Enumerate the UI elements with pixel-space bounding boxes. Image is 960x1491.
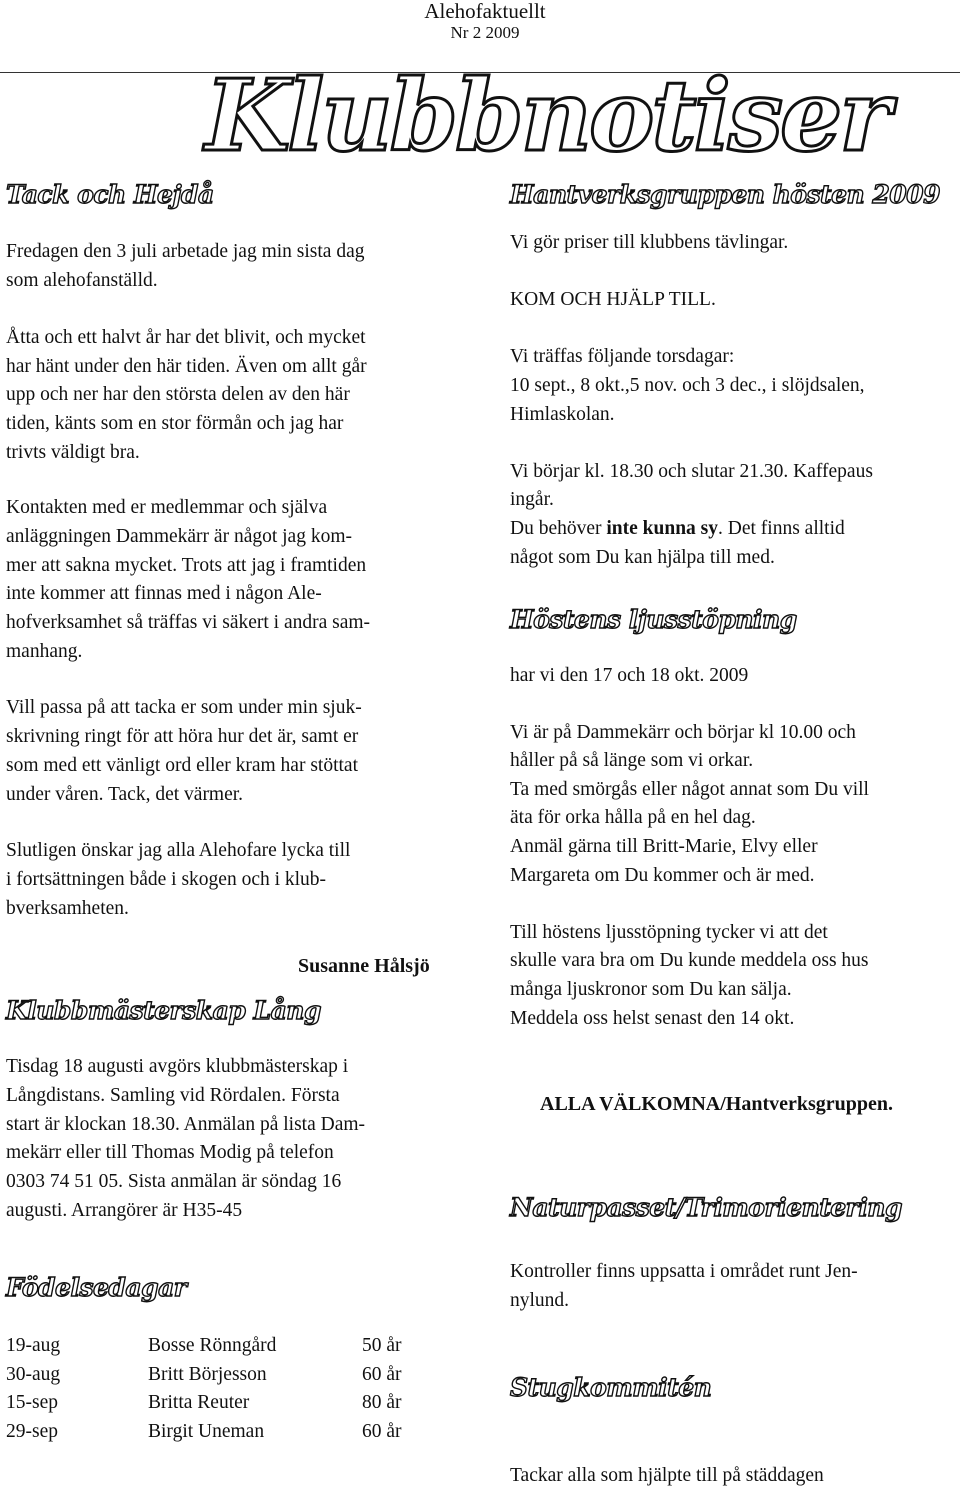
help-text-post: . Det finns alltid	[718, 518, 845, 539]
birthday-name: Bosse Rönngård	[148, 1335, 277, 1356]
paragraph-line: som med ett vänligt ord eller kram har stöttat	[6, 755, 358, 776]
paragraph-line: mekärr eller till Thomas Modig på telefon	[6, 1142, 334, 1163]
help-text-pre: Du behöver	[510, 518, 607, 539]
birthday-age: 50 år	[362, 1335, 402, 1356]
paragraph-line: Margareta om Du kommer och är med.	[510, 865, 815, 886]
paragraph-line: 10 sept., 8 okt.,5 nov. och 3 dec., i slöjdsalen,	[510, 375, 865, 396]
heading-fodelsedagar: Födelsedagar	[6, 1273, 187, 1302]
paragraph-line: Långdistans. Samling vid Rördalen. Första	[6, 1085, 340, 1106]
paragraph-line: Anmäl gärna till Britt-Marie, Elvy eller	[510, 836, 818, 857]
paragraph-line: har hänt under den här tiden. Även om allt går	[6, 356, 367, 377]
paragraph-line: Tisdag 18 augusti avgörs klubbmästerskap i	[6, 1056, 349, 1077]
paragraph-line: anläggningen Dammekärr är något jag kom-	[6, 526, 353, 547]
paragraph-line: som alehofanställd.	[6, 270, 158, 291]
paragraph-line: ingår.	[510, 489, 554, 510]
paragraph-line: upp och ner har den största delen av den här	[6, 384, 350, 405]
paragraph-line: Kontroller finns uppsatta i området runt Jen-	[510, 1261, 858, 1282]
author-signature: Susanne Hålsjö	[298, 955, 430, 977]
paragraph-line: i fortsättningen både i skogen och i klub-	[6, 869, 327, 890]
paragraph-line: hofverksamhet så träffas vi säkert i andra sam-	[6, 612, 371, 633]
paragraph-line: manhang.	[6, 641, 83, 662]
paragraph-line: KOM OCH HJÄLP TILL.	[510, 289, 716, 310]
paragraph-line: Himlaskolan.	[510, 404, 615, 425]
heading-hantverksgruppen: Hantverksgruppen hösten 2009	[510, 180, 940, 209]
welcome-note: ALLA VÄLKOMNA/Hantverksgruppen.	[540, 1093, 894, 1115]
masthead-title: Klubbnotiser	[205, 59, 888, 174]
heading-naturpasset: Naturpasset/Trimorientering	[510, 1193, 902, 1222]
help-text-bold: inte kunna sy	[606, 518, 719, 539]
birthday-date: 30-aug	[6, 1364, 61, 1385]
paragraph-line: tiden, känts som en stor förmån och jag har	[6, 413, 344, 434]
birthday-name: Birgit Uneman	[148, 1421, 265, 1442]
paragraph-line: Fredagen den 3 juli arbetade jag min sista dag	[6, 241, 365, 262]
paragraph-line: Ta med smörgås eller något annat som Du vill	[510, 779, 869, 800]
paragraph-line: Till höstens ljusstöpning tycker vi att det	[510, 922, 828, 943]
paragraph-line: håller på så länge som vi orkar.	[510, 750, 754, 771]
paragraph-line-help	[510, 515, 845, 544]
paragraph-line: Meddela oss helst senast den 14 okt.	[510, 1008, 795, 1029]
birthday-age: 60 år	[362, 1364, 402, 1385]
paragraph-line: mer att sakna mycket. Trots att jag i framtiden	[6, 555, 367, 576]
paragraph-line: trivts väldigt bra.	[6, 442, 140, 463]
paragraph-line: Vi är på Dammekärr och börjar kl 10.00 och	[510, 722, 856, 743]
paragraph-line: skulle vara bra om Du kunde meddela oss hus	[510, 950, 869, 971]
paragraph-line: skrivning ringt för att höra hur det är, samt er	[6, 726, 359, 747]
birthday-name: Britt Börjesson	[148, 1364, 267, 1385]
paragraph-line: Kontakten med er medlemmar och själva	[6, 497, 328, 518]
paragraph-line: start är klockan 18.30. Anmälan på lista Dam-	[6, 1114, 366, 1135]
birthday-date: 19-aug	[6, 1335, 61, 1356]
paragraph-line: något som Du kan hjälpa till med.	[510, 547, 775, 568]
birthday-date: 15-sep	[6, 1392, 58, 1413]
paragraph-line: 0303 74 51 05. Sista anmälan är söndag 16	[6, 1171, 342, 1192]
paragraph-line: har vi den 17 och 18 okt. 2009	[510, 665, 749, 686]
heading-hostens-ljusstopning: Höstens ljusstöpning	[510, 605, 797, 634]
birthday-age: 60 år	[362, 1421, 402, 1442]
heading-stugkommiten: Stugkommitén	[510, 1373, 712, 1402]
publication-name: Alehofaktuellt	[424, 0, 546, 23]
paragraph-line: Vi börjar kl. 18.30 och slutar 21.30. Kaffepaus	[510, 461, 873, 482]
paragraph-line: Tackar alla som hjälpte till på städdagen	[510, 1465, 824, 1486]
paragraph-line: inte kommer att finnas med i någon Ale-	[6, 583, 322, 604]
heading-tack-och-hejda: Tack och Hejdå	[6, 180, 214, 209]
issue-number: Nr 2 2009	[450, 23, 520, 42]
paragraph-line: äta för orka hålla på en hel dag.	[510, 807, 756, 828]
paragraph-line: bverksamheten.	[6, 898, 129, 919]
paragraph-line: under våren. Tack, det värmer.	[6, 784, 244, 805]
paragraph-line: Åtta och ett halvt år har det blivit, och mycket	[6, 327, 366, 348]
birthday-name: Britta Reuter	[148, 1392, 250, 1413]
birthday-date: 29-sep	[6, 1421, 58, 1442]
paragraph-line: nylund.	[510, 1290, 570, 1311]
paragraph-line: Vi gör priser till klubbens tävlingar.	[510, 232, 789, 253]
paragraph-line: Slutligen önskar jag alla Alehofare lycka till	[6, 840, 351, 861]
paragraph-line: augusti. Arrangörer är H35-45	[6, 1200, 243, 1221]
paragraph-line: Vi träffas följande torsdagar:	[510, 346, 735, 367]
paragraph-line: många ljuskronor som Du kan sälja.	[510, 979, 792, 1000]
birthday-age: 80 år	[362, 1392, 402, 1413]
heading-klubbmasterskap: Klubbmästerskap Lång	[6, 996, 321, 1025]
paragraph-line: Vill passa på att tacka er som under min sjuk-	[6, 697, 362, 718]
